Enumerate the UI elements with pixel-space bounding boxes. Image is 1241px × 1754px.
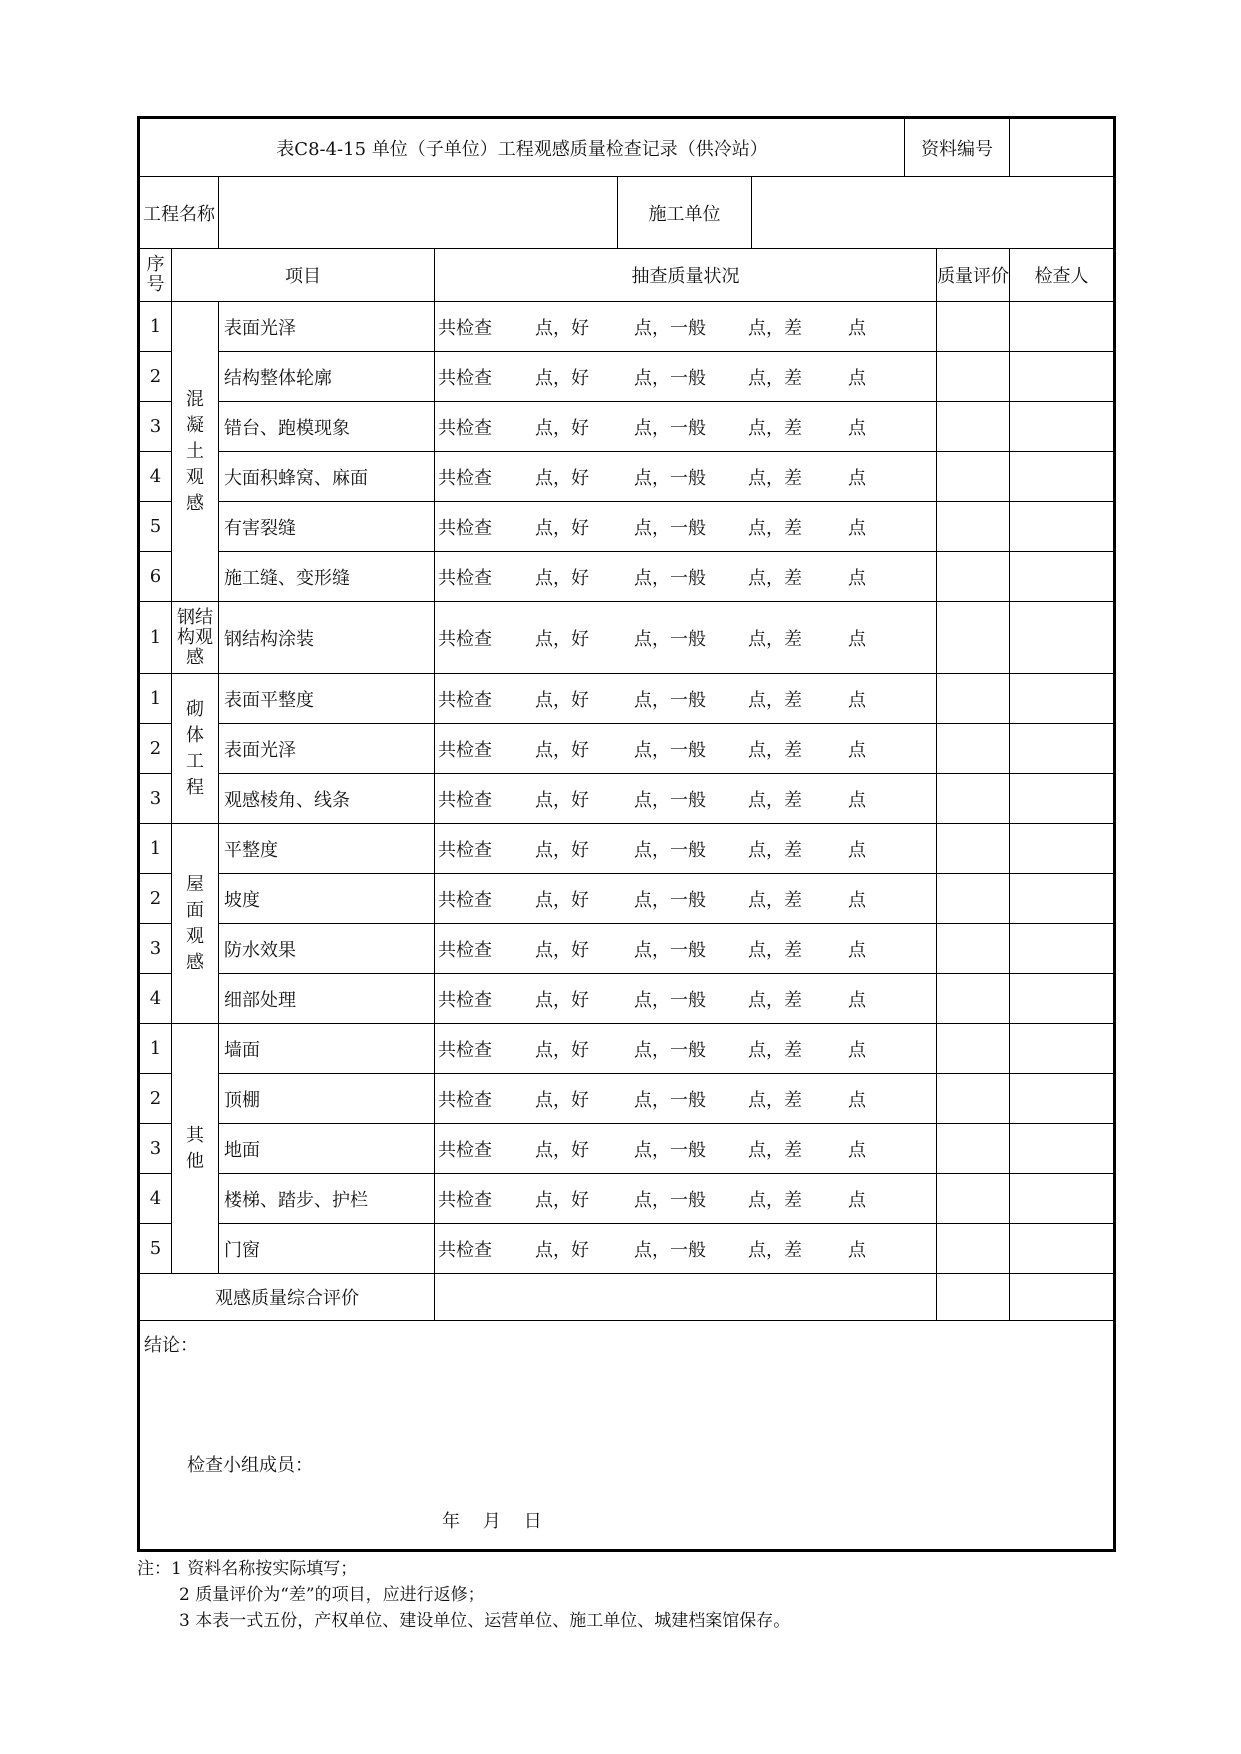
col-seq-header (139, 249, 172, 302)
row-number: 4 (139, 452, 172, 502)
status-poor-label: 点，差 (748, 417, 802, 439)
status-poor-label: 点，差 (748, 1039, 802, 1061)
rating-field[interactable] (937, 452, 1010, 502)
rating-field[interactable] (937, 552, 1010, 602)
status-normal-label: 点，一般 (634, 1089, 706, 1111)
table-row (139, 724, 1115, 774)
contractor-field[interactable] (752, 177, 1115, 249)
status-normal-label: 点，一般 (634, 517, 706, 539)
group-label (172, 674, 219, 824)
status-end-label: 点 (848, 1189, 866, 1211)
inspection-form (137, 116, 1113, 1552)
inspector-field[interactable] (1010, 1124, 1115, 1174)
rating-field[interactable] (937, 352, 1010, 402)
item-name: 顶棚 (219, 1074, 435, 1124)
rating-field[interactable] (937, 874, 1010, 924)
inspector-field[interactable] (1010, 1174, 1115, 1224)
status-end-label: 点 (848, 889, 866, 911)
inspector-field[interactable] (1010, 774, 1115, 824)
table-row (139, 974, 1115, 1024)
item-name: 细部处理 (219, 974, 435, 1024)
status-total-label: 共检查 (438, 689, 492, 711)
row-number: 2 (139, 724, 172, 774)
rating-field[interactable] (937, 924, 1010, 974)
status-cell (435, 724, 937, 774)
status-total-label: 共检查 (438, 1089, 492, 1111)
item-name: 表面光泽 (219, 724, 435, 774)
status-normal-label: 点，一般 (634, 1039, 706, 1061)
status-end-label: 点 (848, 739, 866, 761)
status-total-label: 共检查 (438, 939, 492, 961)
status-poor-label: 点，差 (748, 1139, 802, 1161)
row-number: 2 (139, 352, 172, 402)
table-row (139, 924, 1115, 974)
table-row (139, 352, 1115, 402)
rating-field[interactable] (937, 974, 1010, 1024)
row-number: 3 (139, 924, 172, 974)
status-cell (435, 774, 937, 824)
group-label-text: 其他 (186, 1124, 204, 1172)
row-number: 4 (139, 1174, 172, 1224)
row-number: 4 (139, 974, 172, 1024)
row-number: 3 (139, 1124, 172, 1174)
group-label (172, 602, 219, 674)
row-number: 2 (139, 1074, 172, 1124)
inspector-field[interactable] (1010, 352, 1115, 402)
members-label: 检查小组成员： (187, 1455, 313, 1476)
item-name: 结构整体轮廓 (219, 352, 435, 402)
status-end-label: 点 (848, 689, 866, 711)
status-end-label: 点 (848, 467, 866, 489)
table-row (139, 774, 1115, 824)
rating-field[interactable] (937, 824, 1010, 874)
note-1: 注：1 资料名称按实际填写； (137, 1559, 358, 1579)
status-cell (435, 674, 937, 724)
status-normal-label: 点，一般 (634, 1139, 706, 1161)
status-poor-label: 点，差 (748, 739, 802, 761)
group-label (172, 1024, 219, 1274)
inspector-field[interactable] (1010, 1024, 1115, 1074)
item-name: 大面积蜂窝、麻面 (219, 452, 435, 502)
status-total-label: 共检查 (438, 467, 492, 489)
status-cell (435, 1074, 937, 1124)
rating-field[interactable] (937, 724, 1010, 774)
status-good-label: 点，好 (535, 1139, 589, 1161)
status-good-label: 点，好 (535, 367, 589, 389)
rating-field[interactable] (937, 674, 1010, 724)
status-total-label: 共检查 (438, 1239, 492, 1261)
status-normal-label: 点，一般 (634, 889, 706, 911)
status-end-label: 点 (848, 1089, 866, 1111)
status-poor-label: 点，差 (748, 567, 802, 589)
status-good-label: 点，好 (535, 789, 589, 811)
item-name: 错台、跑模现象 (219, 402, 435, 452)
item-name: 坡度 (219, 874, 435, 924)
status-good-label: 点，好 (535, 739, 589, 761)
status-cell (435, 974, 937, 1024)
inspector-field[interactable] (1010, 1224, 1115, 1274)
rating-field[interactable] (937, 302, 1010, 352)
item-name: 墙面 (219, 1024, 435, 1074)
summary-rating-field[interactable] (937, 1274, 1010, 1321)
status-cell (435, 352, 937, 402)
row-number: 1 (139, 674, 172, 724)
status-end-label: 点 (848, 1139, 866, 1161)
conclusion-cell[interactable] (139, 1321, 1115, 1551)
inspector-field[interactable] (1010, 502, 1115, 552)
inspector-field[interactable] (1010, 1074, 1115, 1124)
group-label-text: 钢结构观感 (177, 606, 213, 668)
row-number: 5 (139, 1224, 172, 1274)
col-seq-header-text: 序号 (146, 254, 165, 295)
status-poor-label: 点，差 (748, 939, 802, 961)
rating-field[interactable] (937, 1024, 1010, 1074)
status-total-label: 共检查 (438, 1189, 492, 1211)
item-name: 表面光泽 (219, 302, 435, 352)
group-label-text: 砌体工程 (186, 698, 204, 798)
status-cell (435, 824, 937, 874)
item-name: 防水效果 (219, 924, 435, 974)
status-poor-label: 点，差 (748, 1189, 802, 1211)
inspector-field[interactable] (1010, 874, 1115, 924)
status-end-label: 点 (848, 1239, 866, 1261)
status-good-label: 点，好 (535, 517, 589, 539)
rating-field[interactable] (937, 1224, 1010, 1274)
item-name: 表面平整度 (219, 674, 435, 724)
status-poor-label: 点，差 (748, 989, 802, 1011)
status-poor-label: 点，差 (748, 789, 802, 811)
row-number: 6 (139, 552, 172, 602)
item-name: 地面 (219, 1124, 435, 1174)
status-cell (435, 1174, 937, 1224)
status-good-label: 点，好 (535, 467, 589, 489)
col-inspector-header: 检查人 (1010, 249, 1115, 302)
item-name: 钢结构涂装 (219, 602, 435, 674)
status-good-label: 点，好 (535, 567, 589, 589)
status-total-label: 共检查 (438, 628, 492, 650)
status-good-label: 点，好 (535, 1039, 589, 1061)
status-end-label: 点 (848, 989, 866, 1011)
status-end-label: 点 (848, 789, 866, 811)
status-normal-label: 点，一般 (634, 467, 706, 489)
status-total-label: 共检查 (438, 1039, 492, 1061)
status-poor-label: 点，差 (748, 467, 802, 489)
status-normal-label: 点，一般 (634, 567, 706, 589)
status-end-label: 点 (848, 517, 866, 539)
group-label (172, 302, 219, 602)
status-good-label: 点，好 (535, 628, 589, 650)
inspector-field[interactable] (1010, 402, 1115, 452)
status-cell (435, 874, 937, 924)
status-total-label: 共检查 (438, 989, 492, 1011)
status-normal-label: 点，一般 (634, 1189, 706, 1211)
title-row (139, 118, 1115, 177)
table-row (139, 1074, 1115, 1124)
conclusion-row (139, 1321, 1115, 1551)
table-row (139, 674, 1115, 724)
inspector-field[interactable] (1010, 452, 1115, 502)
inspector-field[interactable] (1010, 824, 1115, 874)
row-number: 2 (139, 874, 172, 924)
status-normal-label: 点，一般 (634, 628, 706, 650)
status-poor-label: 点，差 (748, 317, 802, 339)
status-cell (435, 302, 937, 352)
status-good-label: 点，好 (535, 1239, 589, 1261)
status-normal-label: 点，一般 (634, 939, 706, 961)
table-row (139, 1174, 1115, 1224)
item-name: 观感棱角、线条 (219, 774, 435, 824)
footnotes (137, 1556, 790, 1634)
status-normal-label: 点，一般 (634, 367, 706, 389)
doc-no-label: 资料编号 (905, 118, 1010, 177)
row-number: 3 (139, 774, 172, 824)
item-name: 门窗 (219, 1224, 435, 1274)
row-number: 1 (139, 302, 172, 352)
item-name: 楼梯、踏步、护栏 (219, 1174, 435, 1224)
inspector-field[interactable] (1010, 552, 1115, 602)
group-label-text: 屋面观感 (186, 873, 204, 973)
status-normal-label: 点，一般 (634, 839, 706, 861)
item-name: 施工缝、变形缝 (219, 552, 435, 602)
row-number: 1 (139, 1024, 172, 1074)
inspector-field[interactable] (1010, 602, 1115, 674)
table-row (139, 302, 1115, 352)
status-good-label: 点，好 (535, 989, 589, 1011)
table-row (139, 1124, 1115, 1174)
row-number: 5 (139, 502, 172, 552)
summary-inspector-field[interactable] (1010, 1274, 1115, 1321)
column-header-row (139, 249, 1115, 302)
item-name: 平整度 (219, 824, 435, 874)
col-status-header: 抽查质量状况 (435, 249, 937, 302)
status-total-label: 共检查 (438, 517, 492, 539)
row-number: 1 (139, 602, 172, 674)
status-total-label: 共检查 (438, 567, 492, 589)
group-label (172, 824, 219, 1024)
status-end-label: 点 (848, 628, 866, 650)
doc-no-field[interactable] (1010, 118, 1115, 177)
status-good-label: 点，好 (535, 317, 589, 339)
status-poor-label: 点，差 (748, 689, 802, 711)
table-row (139, 824, 1115, 874)
status-end-label: 点 (848, 567, 866, 589)
conclusion-label: 结论： (144, 1335, 198, 1356)
status-normal-label: 点，一般 (634, 739, 706, 761)
status-normal-label: 点，一般 (634, 989, 706, 1011)
status-end-label: 点 (848, 939, 866, 961)
item-name: 有害裂缝 (219, 502, 435, 552)
status-poor-label: 点，差 (748, 1239, 802, 1261)
status-normal-label: 点，一般 (634, 417, 706, 439)
rating-field[interactable] (937, 1124, 1010, 1174)
status-cell (435, 552, 937, 602)
inspector-field[interactable] (1010, 924, 1115, 974)
project-name-field[interactable] (219, 177, 618, 249)
status-end-label: 点 (848, 367, 866, 389)
form-title: 表C8-4-15 单位（子单位）工程观感质量检查记录（供冷站） (139, 118, 905, 177)
status-good-label: 点，好 (535, 939, 589, 961)
inspector-field[interactable] (1010, 974, 1115, 1024)
table-row (139, 1224, 1115, 1274)
summary-status-field[interactable] (435, 1274, 937, 1321)
status-poor-label: 点，差 (748, 367, 802, 389)
contractor-label: 施工单位 (618, 177, 752, 249)
rating-field[interactable] (937, 1174, 1010, 1224)
table-row (139, 552, 1115, 602)
summary-row (139, 1274, 1115, 1321)
note-3: 3 本表一式五份，产权单位、建设单位、运营单位、施工单位、城建档案馆保存。 (179, 1611, 791, 1631)
rating-field[interactable] (937, 602, 1010, 674)
status-normal-label: 点，一般 (634, 1239, 706, 1261)
status-total-label: 共检查 (438, 1139, 492, 1161)
project-name-label: 工程名称 (139, 177, 219, 249)
status-good-label: 点，好 (535, 839, 589, 861)
status-good-label: 点，好 (535, 417, 589, 439)
col-item-header: 项目 (172, 249, 435, 302)
status-cell (435, 402, 937, 452)
status-cell (435, 924, 937, 974)
status-poor-label: 点，差 (748, 628, 802, 650)
status-poor-label: 点，差 (748, 1089, 802, 1111)
table-row (139, 602, 1115, 674)
status-cell (435, 502, 937, 552)
status-good-label: 点，好 (535, 889, 589, 911)
row-number: 1 (139, 824, 172, 874)
inspector-field[interactable] (1010, 674, 1115, 724)
status-cell (435, 1224, 937, 1274)
rating-field[interactable] (937, 1074, 1010, 1124)
status-total-label: 共检查 (438, 317, 492, 339)
note-2: 2 质量评价为“差”的项目，应进行返修； (179, 1585, 485, 1605)
status-total-label: 共检查 (438, 839, 492, 861)
status-end-label: 点 (848, 317, 866, 339)
status-good-label: 点，好 (535, 689, 589, 711)
status-normal-label: 点，一般 (634, 317, 706, 339)
inspector-field[interactable] (1010, 302, 1115, 352)
status-total-label: 共检查 (438, 367, 492, 389)
status-total-label: 共检查 (438, 789, 492, 811)
status-end-label: 点 (848, 1039, 866, 1061)
status-end-label: 点 (848, 839, 866, 861)
project-row (139, 177, 1115, 249)
table-row (139, 502, 1115, 552)
col-rating-header: 质量评价 (937, 249, 1010, 302)
status-poor-label: 点，差 (748, 839, 802, 861)
status-good-label: 点，好 (535, 1089, 589, 1111)
status-cell (435, 1124, 937, 1174)
status-total-label: 共检查 (438, 739, 492, 761)
table-row (139, 452, 1115, 502)
table-row (139, 1024, 1115, 1074)
inspector-field[interactable] (1010, 724, 1115, 774)
status-normal-label: 点，一般 (634, 789, 706, 811)
rating-field[interactable] (937, 774, 1010, 824)
summary-label: 观感质量综合评价 (139, 1274, 435, 1321)
status-poor-label: 点，差 (748, 517, 802, 539)
status-total-label: 共检查 (438, 417, 492, 439)
form-table (137, 116, 1116, 1552)
rating-field[interactable] (937, 402, 1010, 452)
status-end-label: 点 (848, 417, 866, 439)
status-normal-label: 点，一般 (634, 689, 706, 711)
table-row (139, 874, 1115, 924)
row-number: 3 (139, 402, 172, 452)
group-label-text: 混凝土观感 (186, 388, 204, 514)
date-label: 年 月 日 (442, 1511, 542, 1532)
table-row (139, 402, 1115, 452)
status-poor-label: 点，差 (748, 889, 802, 911)
status-cell (435, 1024, 937, 1074)
status-total-label: 共检查 (438, 889, 492, 911)
status-cell (435, 602, 937, 674)
status-cell (435, 452, 937, 502)
status-good-label: 点，好 (535, 1189, 589, 1211)
rating-field[interactable] (937, 502, 1010, 552)
